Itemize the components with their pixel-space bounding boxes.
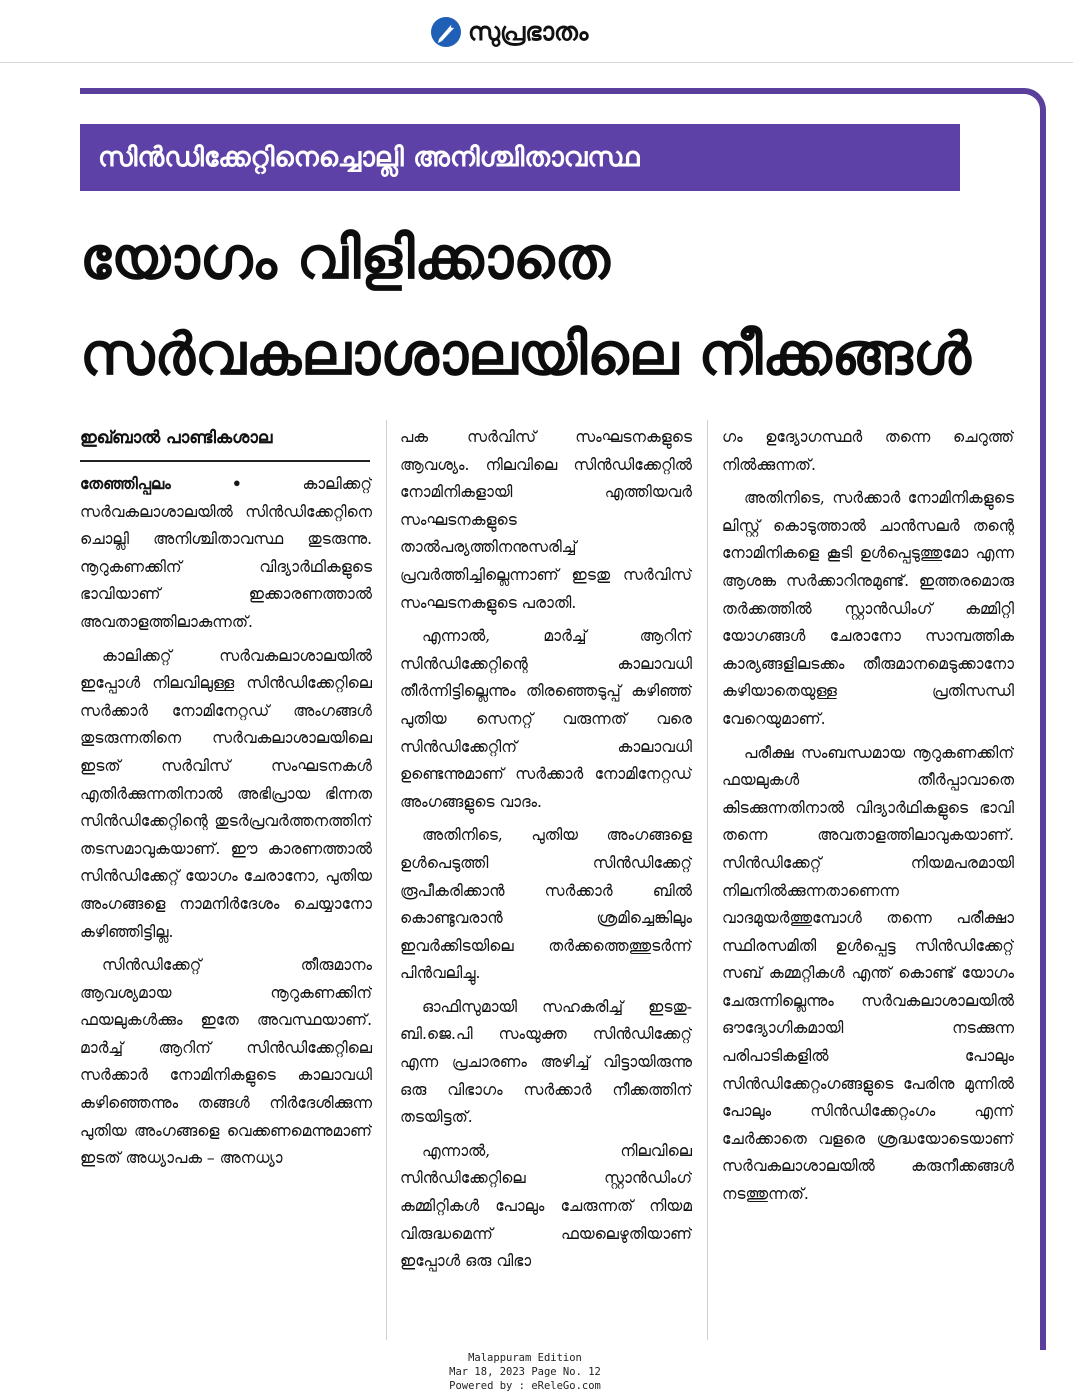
kicker-banner: സിൻഡിക്കേറ്റിനെച്ചൊല്ലി അനിശ്ചിതാവസ്ഥ: [80, 124, 960, 191]
column-divider: [386, 420, 387, 1340]
byline: ഇഖ്ബാൽ പാണ്ടികശാല: [80, 420, 370, 462]
headline: [80, 210, 1020, 402]
pen-nib-globe-icon: [430, 16, 462, 48]
headline-line-1: യോഗം വിളിക്കാതെ: [80, 224, 610, 292]
masthead-name: സുപ്രഭാതം: [468, 17, 589, 46]
article-column-3: [722, 424, 1014, 1342]
paragraph: പരീക്ഷ സംബന്ധമായ നൂറുകണക്കിന് ഫയലുകൾ തീർപ്പാവാതെ കിടക്കുന്നതിനാൽ വിദ്യാർഥികളുടെ ഭാവി തന്നെ അവതാളത്തിലാവുകയാണ്. സിൻഡിക്കേറ്റ് നിയമപരമായി നിലനിൽക്കുന്നതാണെന്ന വാദമുയർത്തുമ്പോൾ തന്നെ പരീക്ഷാ സ്ഥിരസമിതി ഉൾപ്പെട്ട സിൻഡിക്കേറ്റ് സബ് കമ്മറ്റികൾ എന്ത് കൊണ്ട് യോഗം ചേരുന്നില്ലെന്നും സർവകലാശാലയിൽ ഔദ്യോഗികമായി നടക്കുന്ന പരിപാടികളിൽ പോലും സിൻഡിക്കേറ്റംഗങ്ങളുടെ പേരിനു മുന്നിൽ പോലും സിൻഡിക്കേറ്റംഗം എന്ന് ചേർക്കാതെ വളരെ ശ്രദ്ധയോടെയാണ് സർവകലാശാലയിൽ കരുനീക്കങ്ങൾ നടത്തുന്നത്.: [722, 743, 1014, 1204]
paragraph: കാലിക്കറ്റ് സർവകലാശാലയിൽ ഇപ്പോൾ നിലവിലുള്ള സിൻഡിക്കേറ്റിലെ സർക്കാർ നോമിനേറ്റഡ് അംഗങ്ങൾ തുടരുന്നതിനെ സർവകലാശാലയിലെ ഇടത് സർവിസ് സംഘടനകൾ എതിർക്കുന്നതിനാൽ അഭിപ്രായ ഭിന്നത സിൻഡിക്കേറ്റിന്റെ തുടർപ്രവർത്തനത്തിന് തടസമാവുകയാണ്. ഈ കാരണത്താൽ സിൻഡിക്കേറ്റ് യോഗം ചേരാനോ, പുതിയ അംഗങ്ങളെ നാമനിർദേശം ചെയ്യാനോ കഴിഞ്ഞിട്ടില്ല.: [80, 646, 372, 941]
dateline: തേഞ്ഞിപ്പലം •: [80, 474, 242, 493]
article-column-1: [80, 470, 372, 1340]
paragraph: അതിനിടെ, പുതിയ അംഗങ്ങളെ ഉൾപെടുത്തി സിൻഡിക്കേറ്റ് രൂപീകരിക്കാൻ സർക്കാർ ബിൽ കൊണ്ടുവരാൻ ശ്രമിച്ചെങ്കിലും ഇവർക്കിടയിലെ തർക്കത്തെത്തുടർന്ന് പിൻവലിച്ചു.: [400, 826, 692, 983]
paragraph: സിൻഡിക്കേറ്റ് തീരുമാനം ആവശ്യമായ നൂറുകണക്കിന് ഫയലുകൾക്കും ഇതേ അവസ്ഥയാണ്. മാർച്ച് ആറിന് സിൻഡിക്കേറ്റിലെ സർക്കാർ നോമിനികളുടെ കാലാവധി കഴിഞ്ഞെന്നും തങ്ങൾ നിർദേശിക്കുന്ന പുതിയ അംഗങ്ങളെ വെക്കണമെന്നുമാണ് ഇടത് അധ്യാപക – അനധ്യാ: [80, 956, 372, 1168]
paragraph: ഗം ഉദ്യോഗസ്ഥർ തന്നെ ചെറുത്ത് നിൽക്കുന്നത്.: [722, 428, 1014, 474]
edition-name: Malappuram Edition: [468, 1352, 582, 1364]
headline-line-2: സർവകലാശാലയിലെ നീക്കങ്ങൾ: [80, 320, 971, 388]
masthead: [0, 0, 1073, 63]
edition-footer: [400, 1351, 650, 1393]
paragraph-text: കാലിക്കറ്റ് സർവകലാശാലയിൽ സിൻഡിക്കേറ്റിനെ ചൊല്ലി അനിശ്ചിതാവസ്ഥ തുടരുന്നു. നൂറുകണക്കിന് വിദ്യാർഥികളുടെ ഭാവിയാണ് ഇക്കാരണത്താൽ അവതാളത്തിലാകുന്നത്.: [80, 475, 372, 631]
lead-paragraph: [80, 470, 372, 637]
powered-by-link[interactable]: Powered by : eReleGo.com: [449, 1380, 601, 1392]
article-column-2: [400, 424, 692, 1342]
paragraph: എന്നാൽ, നിലവിലെ സിൻഡിക്കേറ്റിലെ സ്റ്റാൻഡിംഗ് കമ്മിറ്റികൾ പോലും ചേരുന്നത് നിയമ വിരുദ്ധമെന്ന് ഫയലെഴുതിയാണ് ഇപ്പോൾ ഒരു വിഭാ: [400, 1141, 692, 1271]
column-divider: [707, 420, 708, 1340]
paragraph: എന്നാൽ, മാർച്ച് ആറിന് സിൻഡിക്കേറ്റിന്റെ കാലാവധി തീർന്നിട്ടില്ലെന്നും തിരഞ്ഞെടുപ്പ് കഴിഞ്ഞ് പുതിയ സെനറ്റ് വരുന്നത് വരെ സിൻഡിക്കേറ്റിന് കാലാവധി ഉണ്ടെന്നുമാണ് സർക്കാർ നോമിനേറ്റഡ് അംഗങ്ങളുടെ വാദം.: [400, 627, 692, 811]
paragraph: അതിനിടെ, സർക്കാർ നോമിനികളുടെ ലിസ്റ്റ് കൊടുത്താൽ ചാൻസലർ തന്റെ നോമിനികളെ കൂടി ഉൾപ്പെടുത്തുമോ എന്ന ആശങ്ക സർക്കാറിനുമുണ്ട്. ഇത്തരമൊരു തർക്കത്തിൽ സ്റ്റാൻഡിംഗ് കമ്മിറ്റി യോഗങ്ങൾ ചേരാനോ സാമ്പത്തിക കാര്യങ്ങളിലടക്കം തീരുമാനമെടുക്കാനോ കഴിയാതെയുള്ള പ്രതിസന്ധി വേറെയുമാണ്.: [722, 489, 1014, 728]
logo[interactable]: [430, 12, 588, 52]
paragraph: പക സർവിസ് സംഘടനകളുടെ ആവശ്യം. നിലവിലെ സിൻഡിക്കേറ്റിൽ നോമിനികളായി എത്തിയവർ സംഘടനകളുടെ താൽപര്യത്തിനനുസരിച്ച് പ്രവർത്തിച്ചില്ലെന്നാണ് ഇടതു സർവിസ് സംഘടനകളുടെ പരാതി.: [400, 428, 692, 612]
date-page: Mar 18, 2023 Page No. 12: [449, 1366, 601, 1378]
paragraph: ഓഫിസുമായി സഹകരിച്ച് ഇടതു-ബി.ജെ.പി സംയുക്ത സിൻഡിക്കേറ്റ് എന്ന പ്രചാരണം അഴിച്ച് വിട്ടായിരുന്നു ഒരു വിഭാഗം സർക്കാർ നീക്കത്തിന് തടയിട്ടത്.: [400, 997, 692, 1127]
